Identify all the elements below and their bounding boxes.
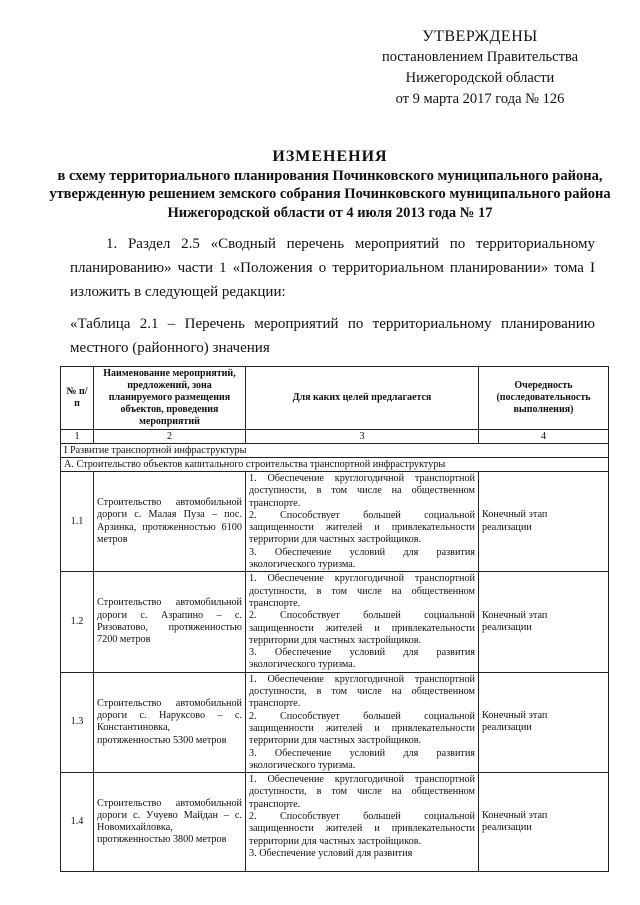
row-goals [246, 773, 479, 872]
header-name: Наименование мероприятий, предложений, зона планируемого размещения объектов, проведения мероприятий [94, 367, 246, 430]
row-name: Строительство автомобильной дороги с. Малая Пуза – пос. Арзинка, протяженностью 6100 метров [94, 472, 246, 572]
header-order: Очередность (последовательность выполнения) [479, 367, 609, 430]
heading-subtitle: в схему территориального планирования Починковского муниципального района, утвержденную решением земского собрания Починковского муниципального района Нижегородской области от 4 июля 2013 года № 17 [49, 167, 611, 221]
row-number: 1.1 [61, 472, 94, 572]
row-number: 1.3 [61, 672, 94, 772]
table-row [61, 672, 609, 772]
col-number: 2 [94, 430, 246, 444]
row-goals [246, 672, 479, 772]
row-name: Строительство автомобильной дороги с. Учуево Майдан – с. Новомихайловка, протяженностью 3800 метров [94, 773, 246, 872]
subsection-title: А. Строительство объектов капитального строительства транспортной инфраструктуры [61, 458, 609, 472]
order-stage: Конечный этап [482, 509, 548, 521]
goal-2: 2. Способствует большей социальной защищенности жителей и привлекательности территории для частных застройщиков. [249, 610, 475, 646]
goal-3: 3. Обеспечение условий для развития экологического туризма. [249, 647, 475, 671]
paragraph-1: 1. Раздел 2.5 «Сводный перечень мероприятий по территориальному планированию» части 1 «Положения о территориальном планировании» тома I изложить в следующей редакции: [70, 236, 595, 300]
header-goals: Для каких целей предлагается [246, 367, 479, 430]
goal-2: 2. Способствует большей социальной защищенности жителей и привлекательности территории для частных застройщиков. [249, 811, 475, 847]
table-row [61, 472, 609, 572]
table-row [61, 773, 609, 872]
column-number-row [61, 430, 609, 444]
goal-2: 2. Способствует большей социальной защищенности жителей и привлекательности территории для частных застройщиков. [249, 710, 475, 747]
col-number: 1 [61, 430, 94, 444]
order-realization: реализации [482, 521, 532, 533]
goal-1: 1. Обеспечение круглогодичной транспортной доступности, в том числе на общественном транспорте. [249, 573, 475, 609]
row-number: 1.4 [61, 773, 94, 872]
row-goals [246, 472, 479, 572]
goal-2: 2. Способствует большей социальной защищенности жителей и привлекательности территории для частных застройщиков. [249, 509, 475, 546]
order-realization: реализации [482, 622, 532, 634]
row-order [479, 773, 609, 872]
approval-block [330, 26, 630, 110]
order-stage: Конечный этап [482, 710, 548, 722]
subsection-row [61, 458, 609, 472]
measures-table [60, 366, 609, 872]
row-order [479, 472, 609, 572]
approval-title: УТВЕРЖДЕНЫ [422, 28, 538, 45]
heading-title: ИЗМЕНЕНИЯ [272, 148, 388, 165]
row-name: Строительство автомобильной дороги с. Наруксово – с. Константиновка, протяженностью 5300 метров [94, 672, 246, 772]
row-number: 1.2 [61, 572, 94, 672]
col-number: 3 [246, 430, 479, 444]
goal-1: 1. Обеспечение круглогодичной транспортной доступности, в том числе на общественном транспорте. [249, 774, 475, 810]
row-name: Строительство автомобильной дороги с. Азрапино – с. Ризоватово, протяженностью 7200 метров [94, 572, 246, 672]
row-order [479, 572, 609, 672]
goal-3: 3. Обеспечение условий для развития [249, 847, 413, 859]
col-number: 4 [479, 430, 609, 444]
table-header-row [61, 367, 609, 430]
order-realization: реализации [482, 822, 532, 834]
goal-1: 1. Обеспечение круглогодичной транспортной доступности, в том числе на общественном транспорте. [249, 473, 475, 509]
order-stage: Конечный этап [482, 609, 548, 621]
goal-3: 3. Обеспечение условий для развития экологического туризма. [249, 546, 475, 571]
row-order [479, 672, 609, 772]
row-goals [246, 572, 479, 672]
goal-3: 3. Обеспечение условий для развития экологического туризма. [249, 747, 475, 771]
section-row [61, 444, 609, 458]
order-stage: Конечный этап [482, 809, 548, 821]
approval-line-2: Нижегородской области [405, 70, 555, 86]
approval-line-3: от 9 марта 2017 года № 126 [395, 91, 565, 107]
header-num: № п/п [61, 367, 94, 430]
section-title: I Развитие транспортной инфраструктуры [61, 444, 609, 458]
paragraph-2: «Таблица 2.1 – Перечень мероприятий по территориальному планированию местного (районного) значения [70, 316, 595, 356]
order-realization: реализации [482, 722, 532, 734]
table-row [61, 572, 609, 672]
approval-line-1: постановлением Правительства [381, 49, 579, 65]
document-heading [40, 148, 620, 222]
goal-1: 1. Обеспечение круглогодичной транспортной доступности, в том числе на общественном транспорте. [249, 673, 475, 710]
